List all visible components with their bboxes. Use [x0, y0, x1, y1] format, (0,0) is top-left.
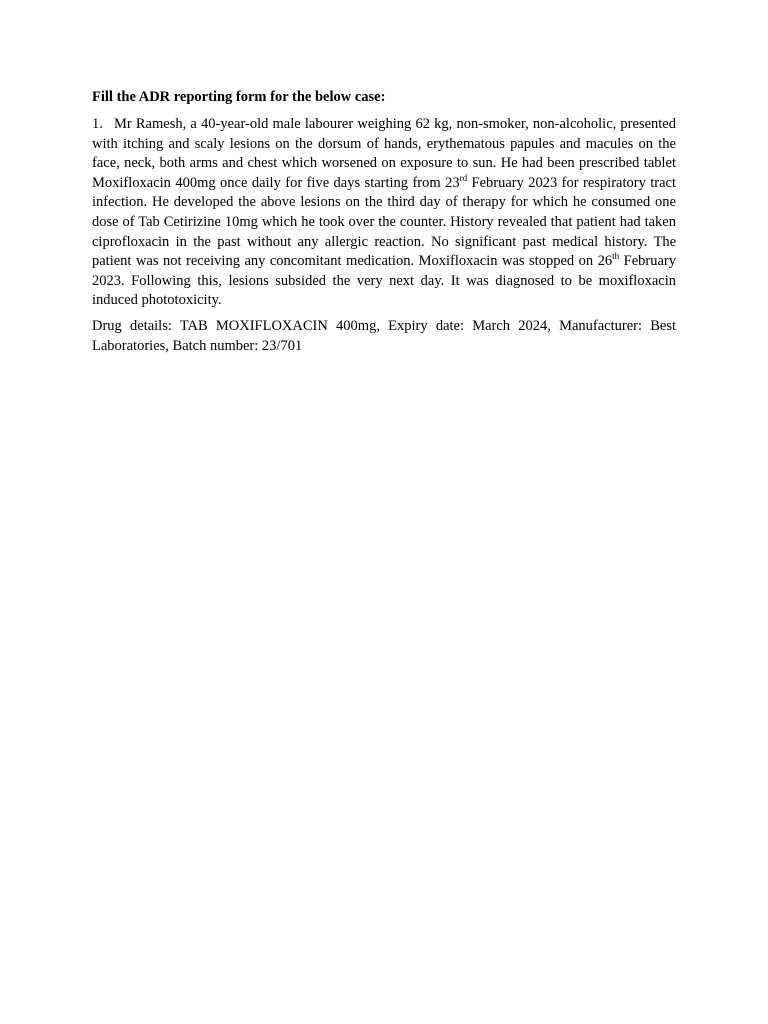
case-text-part-3: February 2023. Following this, lesions subsided the very next day. It was diagnosed to be moxifloxacin induced phototoxicity. [92, 253, 676, 309]
case-number: 1. [92, 116, 103, 132]
document-heading: Fill the ADR reporting form for the below case: [92, 89, 386, 105]
document-page [92, 88, 676, 362]
case-superscript-rd: rd [459, 172, 468, 183]
drug-details-paragraph: Drug details: TAB MOXIFLOXACIN 400mg, Expiry date: March 2024, Manufacturer: Best Laboratories, Batch number: 23/701 [92, 317, 676, 354]
case-superscript-th: th [612, 251, 620, 262]
case-text-part-2: February 2023 for respiratory tract infection. He developed the above lesions on the third day of therapy for which he consumed one dose of Tab Cetirizine 10mg which he took over the counter. History revealed that patient had taken ciprofloxacin in the past without any allergic reaction. No significant past medical history. The patient was not receiving any concomitant medication. Moxifloxacin was stopped on 26 [92, 174, 676, 270]
case-paragraph [92, 115, 676, 311]
case-text-part-1: Mr Ramesh, a 40-year-old male labourer weighing 62 kg, non-smoker, non-alcoholic, presented with itching and scaly lesions on the dorsum of hands, erythematous papules and macules on the face, neck, both arms and chest which worsened on exposure to sun. He had been prescribed tablet Moxifloxacin 400mg once daily for five days starting from 23 [92, 116, 676, 191]
